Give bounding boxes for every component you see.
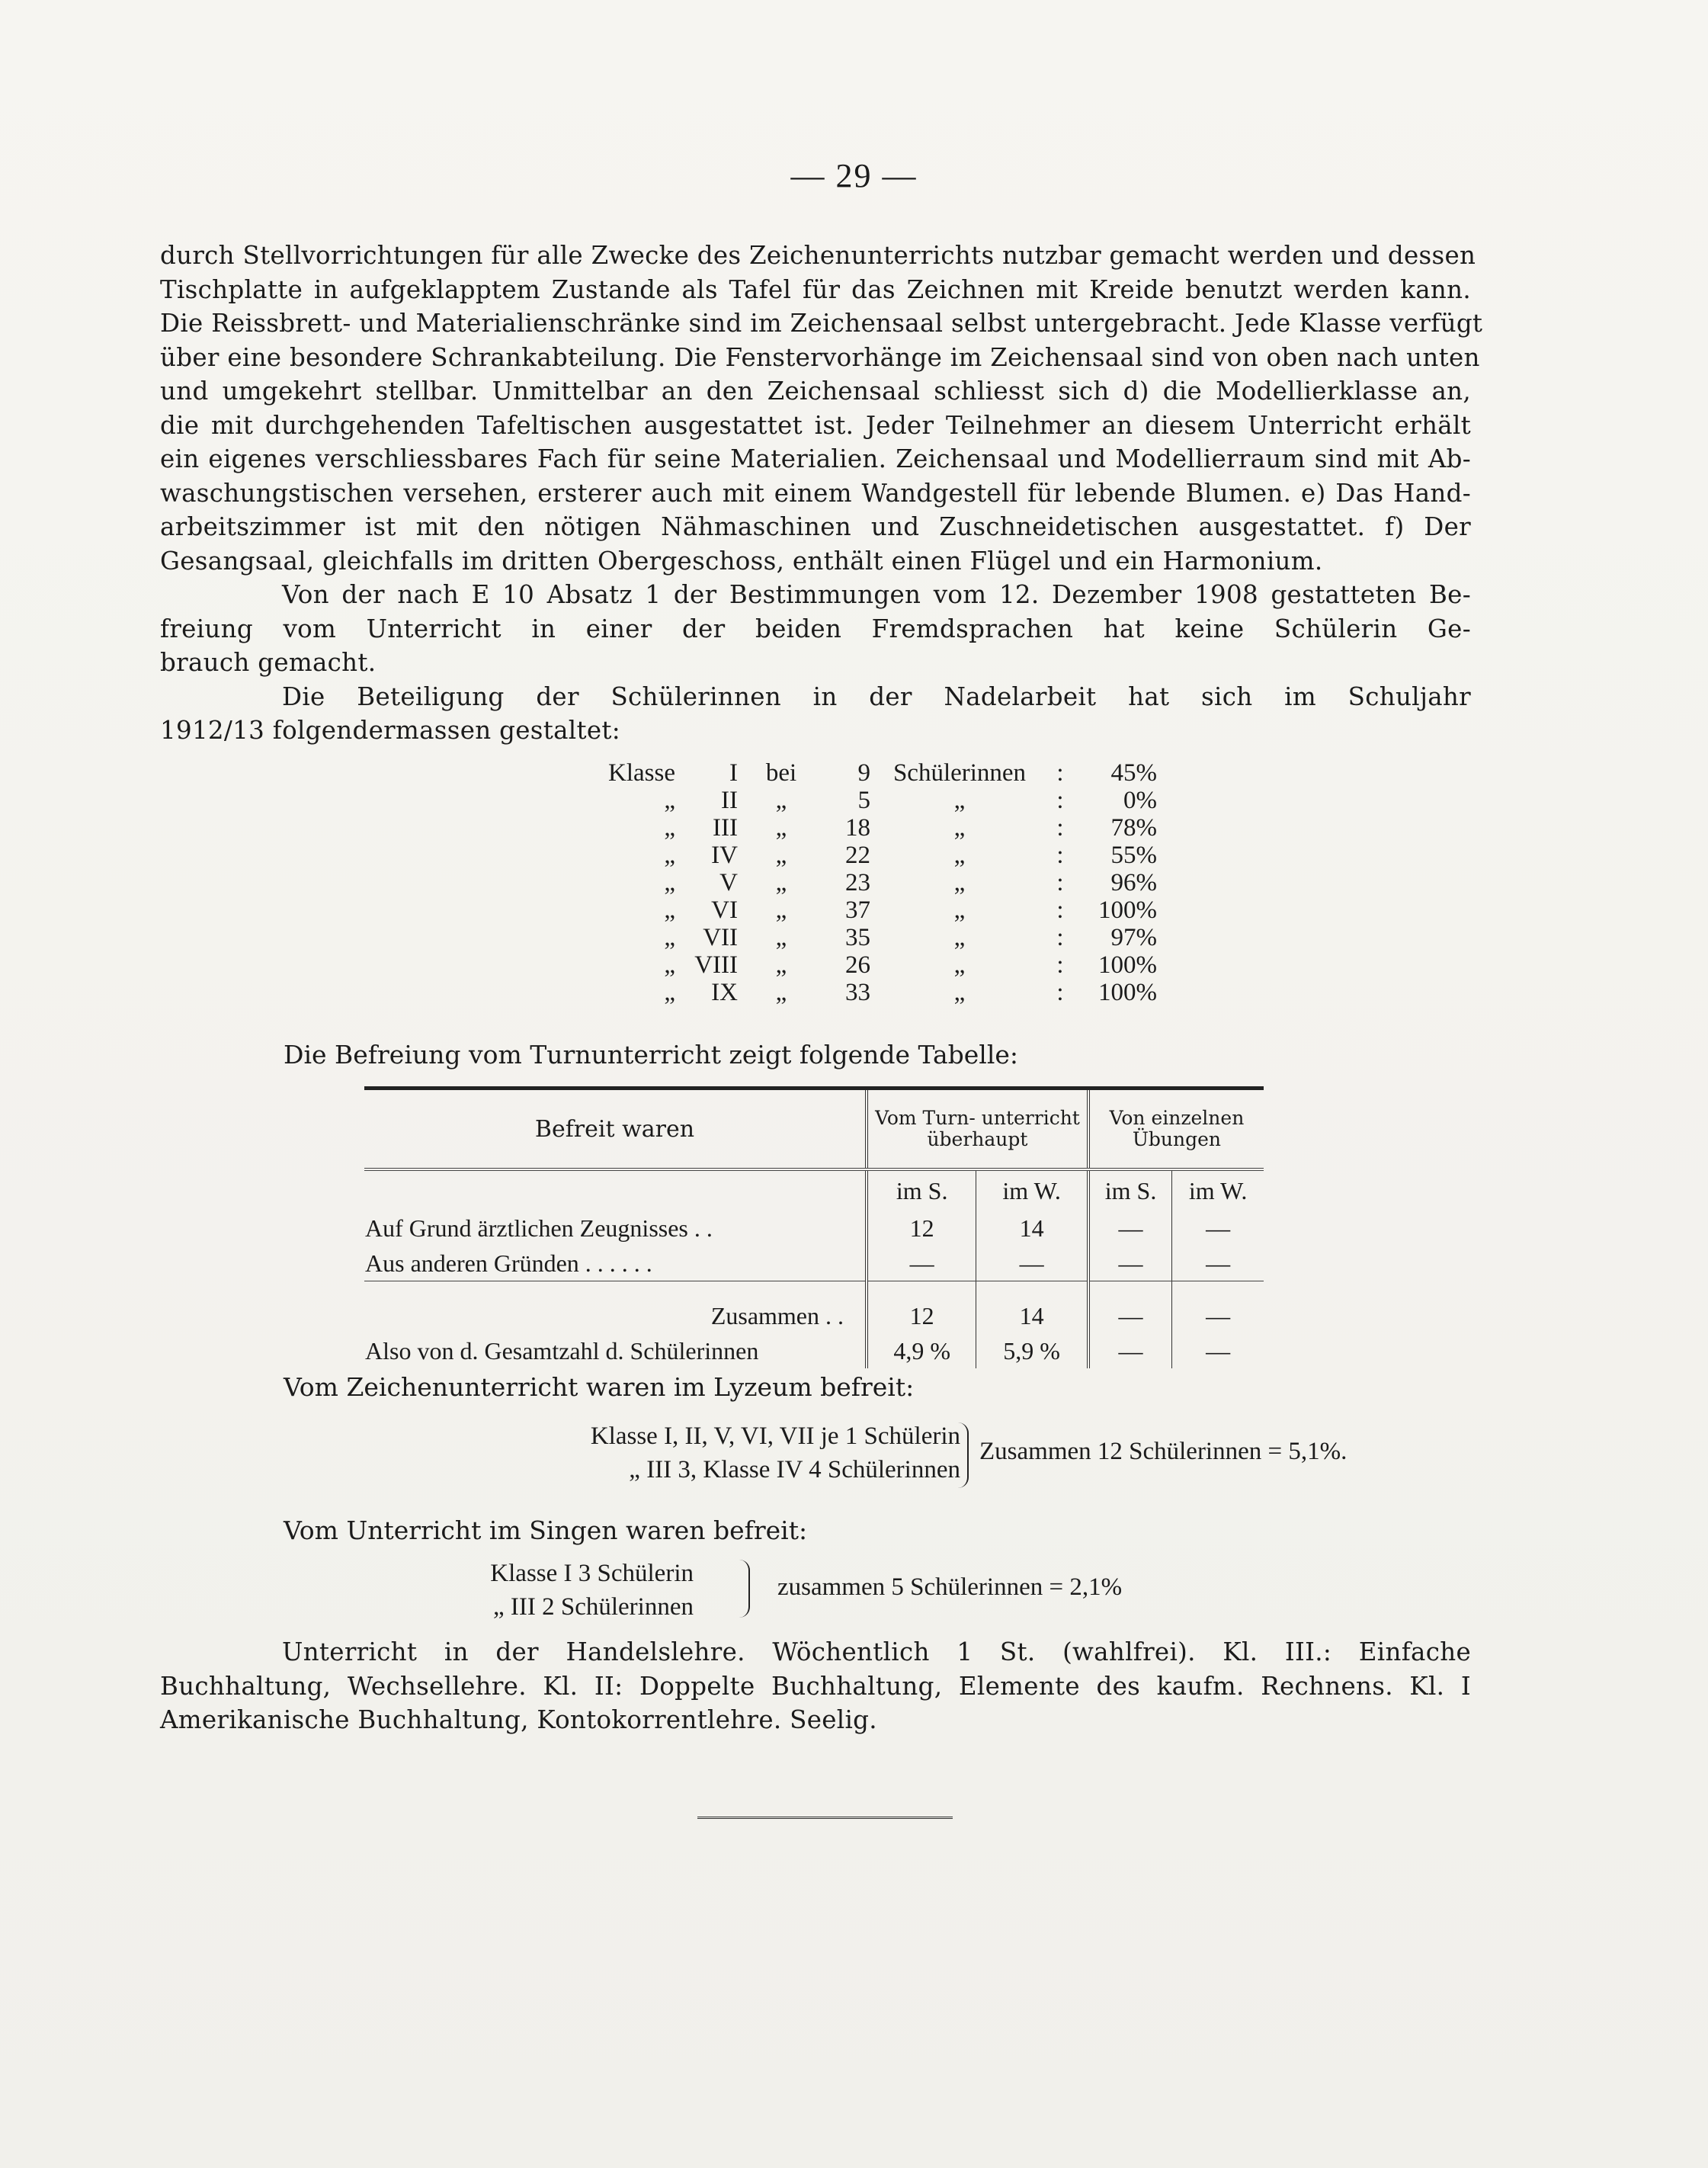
needlework-cell: „ [775, 842, 787, 869]
needlework-cell: „ [664, 787, 675, 814]
needlework-cell: 100% [1098, 896, 1157, 924]
needlework-cell: I [729, 759, 738, 787]
needlework-cell: Klasse [608, 759, 675, 787]
needlework-cell: III [713, 814, 738, 842]
text-line: 1912/13 folgendermassen gestaltet: [160, 716, 620, 745]
text-line: über eine besondere Schrankabteilung. Die Fenstervorhänge im Zeichensaal sind von oben nach unten [160, 342, 1480, 372]
text-line: Von der nach E 10 Absatz 1 der Bestimmungen vom 12. Dezember 1908 gestatteten Be- [282, 580, 1471, 609]
text-line: durch Stellvorrichtungen für alle Zwecke des Zeichenunterrichts nutzbar gemacht werden und dessen [160, 241, 1476, 270]
needlework-row [564, 924, 1162, 951]
singing-line: „ III 2 Schülerinnen [493, 1593, 694, 1621]
sub-header-w: im W. [1172, 1169, 1264, 1211]
page-number: — 29 — [790, 157, 918, 194]
needlework-cell: „ [953, 814, 966, 842]
col-header-single: Von einzelnen Übungen [1088, 1089, 1264, 1170]
needlework-cell: „ [664, 814, 675, 842]
needlework-cell: : [1056, 759, 1064, 787]
needlework-cell: bei [765, 759, 797, 787]
needlework-cell: 23 [845, 869, 870, 896]
needlework-cell: „ [953, 787, 966, 814]
needlework-cell: „ [775, 869, 787, 896]
sub-header-s: im S. [1088, 1169, 1172, 1211]
needlework-cell: VI [711, 896, 738, 924]
needlework-cell: 9 [857, 759, 870, 787]
table-row: Aus anderen Gründen . . . . . . — — — — [364, 1246, 1264, 1281]
needlework-row [564, 896, 1162, 924]
needlework-cell: 96% [1110, 869, 1157, 896]
needlework-cell: IX [711, 979, 738, 1006]
needlework-cell: 35 [845, 924, 870, 951]
needlework-cell: II [721, 787, 738, 814]
needlework-cell: IV [711, 842, 738, 869]
needlework-cell: „ [775, 814, 787, 842]
needlework-cell: : [1056, 842, 1064, 869]
drawing-list [457, 1419, 960, 1486]
text-line: freiung vom Unterricht in einer der beiden Fremdsprachen hat keine Schülerin Ge- [160, 614, 1471, 643]
needlework-cell: „ [664, 951, 675, 979]
text-line: Die Reissbrett- und Materialienschränke sind im Zeichensaal selbst untergebracht. Jede Klasse verfügt [160, 309, 1483, 338]
needlework-cell: „ [953, 842, 966, 869]
needlework-cell: : [1056, 787, 1064, 814]
needlework-cell: : [1056, 979, 1064, 1006]
table-row: Auf Grund ärztlichen Zeugnisses . . 12 14 — — [364, 1211, 1264, 1246]
brace [957, 1422, 969, 1488]
col-header-overall: Vom Turn- unterricht überhaupt [867, 1089, 1088, 1170]
text-line: arbeitszimmer ist mit den nötigen Nähmaschinen und Zuschneidetischen ausgestattet. f) Der [160, 512, 1471, 541]
drawing-line: „ III 3, Klasse IV 4 Schülerinnen [629, 1456, 960, 1483]
text-line: Amerikanische Buchhaltung, Kontokorrentlehre. Seelig. [160, 1705, 877, 1734]
needlework-cell: „ [953, 896, 966, 924]
needlework-cell: Schülerinnen [892, 759, 1027, 787]
needlework-cell: : [1056, 896, 1064, 924]
needlework-cell: VIII [694, 951, 738, 979]
drawing-line: Klasse I, II, V, VI, VII je 1 Schülerin [590, 1422, 960, 1450]
turn-caption: Die Befreiung vom Turnunterricht zeigt folgende Tabelle: [284, 1040, 1019, 1070]
needlework-cell: 26 [845, 951, 870, 979]
needlework-cell: „ [664, 924, 675, 951]
needlework-cell: „ [953, 869, 966, 896]
needlework-cell: 0% [1123, 787, 1157, 814]
needlework-row [564, 951, 1162, 979]
text-line: die mit durchgehenden Tafeltischen ausgestattet ist. Jeder Teilnehmer an diesem Unterricht erhält [160, 410, 1471, 440]
needlework-cell: : [1056, 924, 1064, 951]
needlework-cell: 78% [1110, 814, 1157, 842]
needlework-cell: : [1056, 951, 1064, 979]
needlework-cell: 97% [1110, 924, 1157, 951]
table-row-percent: Also von d. Gesamtzahl d. Schülerinnen 4,9 % 5,9 % — — [364, 1333, 1264, 1368]
singing-line: Klasse I 3 Schülerin [490, 1560, 694, 1587]
needlework-row [564, 869, 1162, 896]
needlework-cell: 55% [1110, 842, 1157, 869]
text-line: waschungstischen versehen, ersterer auch mit einem Wandgestell für lebende Blumen. e) Das Hand- [160, 478, 1471, 508]
col-header-befreit: Befreit waren [364, 1089, 867, 1170]
text-line: brauch gemacht. [160, 648, 377, 677]
sub-header-s: im S. [867, 1169, 976, 1211]
needlework-row [564, 842, 1162, 869]
paragraph-facilities [160, 239, 1483, 748]
brace [738, 1560, 750, 1618]
needlework-cell: „ [775, 787, 787, 814]
paragraph-commerce [160, 1635, 1471, 1737]
table-row-total: Zusammen . . 12 14 — — [364, 1298, 1264, 1333]
drawing-caption: Vom Zeichenunterricht waren im Lyzeum befreit: [284, 1372, 915, 1402]
text-line: Die Beteiligung der Schülerinnen in der Nadelarbeit hat sich im Schuljahr [282, 682, 1471, 711]
needlework-cell: „ [953, 924, 966, 951]
needlework-cell: „ [775, 896, 787, 924]
needlework-cell: 100% [1098, 979, 1157, 1006]
text-line: Gesangsaal, gleichfalls im dritten Obergeschoss, enthält einen Flügel und ein Harmonium. [160, 546, 1323, 576]
needlework-cell: 18 [845, 814, 870, 842]
needlework-row [564, 759, 1162, 787]
needlework-cell: „ [953, 979, 966, 1006]
needlework-cell: 33 [845, 979, 870, 1006]
needlework-cell: „ [664, 842, 675, 869]
needlework-cell: „ [775, 951, 787, 979]
singing-list [396, 1557, 694, 1624]
needlework-cell: „ [953, 951, 966, 979]
needlework-cell: 22 [845, 842, 870, 869]
needlework-row [564, 814, 1162, 842]
needlework-cell: 5 [857, 787, 870, 814]
needlework-row [564, 979, 1162, 1006]
needlework-cell: „ [775, 979, 787, 1006]
needlework-cell: „ [664, 979, 675, 1006]
text-line: und umgekehrt stellbar. Unmittelbar an den Zeichensaal schliesst sich d) die Modellierklasse an, [160, 377, 1471, 406]
needlework-cell: VII [703, 924, 738, 951]
gym-exemption-table [364, 1086, 1264, 1368]
needlework-cell: V [719, 869, 738, 896]
needlework-cell: 100% [1098, 951, 1157, 979]
needlework-cell: 37 [845, 896, 870, 924]
text-line: Unterricht in der Handelslehre. Wöchentlich 1 St. (wahlfrei). Kl. III.: Einfache [282, 1637, 1471, 1666]
needlework-cell: „ [664, 869, 675, 896]
sub-header-w: im W. [976, 1169, 1088, 1211]
singing-sum: zusammen 5 Schülerinnen = 2,1% [777, 1573, 1123, 1601]
needlework-cell: : [1056, 814, 1064, 842]
text-line: Buchhaltung, Wechsellehre. Kl. II: Doppelte Buchhaltung, Elemente des kaufm. Rechnens. Kl. I [160, 1671, 1471, 1701]
needlework-cell: „ [775, 924, 787, 951]
singing-caption: Vom Unterricht im Singen waren befreit: [284, 1515, 808, 1545]
text-line: Tischplatte in aufgeklapptem Zustande als Tafel für das Zeichnen mit Kreide benutzt werden kann. [160, 274, 1471, 304]
needlework-table [564, 759, 1162, 1006]
drawing-sum: Zusammen 12 Schülerinnen = 5,1%. [979, 1438, 1347, 1465]
needlework-cell: 45% [1110, 759, 1157, 787]
needlework-row [564, 787, 1162, 814]
needlework-cell: : [1056, 869, 1064, 896]
end-rule [697, 1817, 953, 1819]
needlework-cell: „ [664, 896, 675, 924]
text-line: ein eigenes verschliessbares Fach für seine Materialien. Zeichensaal und Modellierraum sind mit Ab- [160, 444, 1471, 473]
